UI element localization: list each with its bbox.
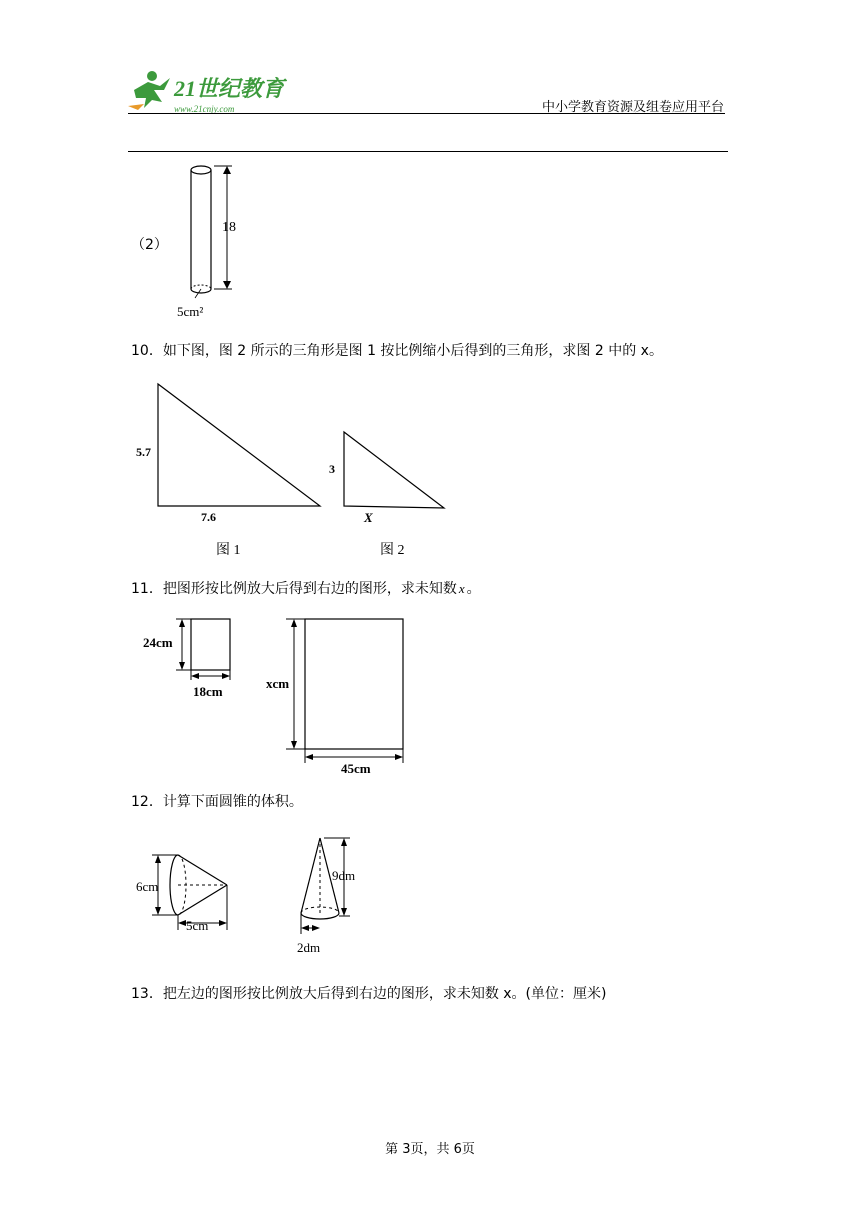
q12-figure	[134, 830, 394, 960]
q10-figure	[128, 378, 468, 562]
page-number: 第 3页，共 6页	[385, 1142, 475, 1157]
q11-text-before: 11．把图形按比例放大后得到右边的图形，求未知数	[131, 581, 457, 597]
small-width-label: 18cm	[193, 684, 223, 699]
q11-text-after: 。	[466, 581, 481, 597]
fig2-caption: 图 2	[380, 543, 405, 558]
platform-name: 中小学教育资源及组卷应用平台	[541, 100, 724, 115]
big-rectangle	[286, 619, 403, 763]
fig2-base-label: X	[364, 510, 373, 525]
q9-part2-label: （2）	[131, 237, 168, 253]
cone1-length-label: 5cm	[186, 918, 209, 933]
small-height-label: 24cm	[143, 635, 173, 650]
small-rectangle	[176, 619, 230, 680]
q10-text: 10．如下图，图 2 所示的三角形是图 1 按比例缩小后得到的三角形，求图 2 中的 x。	[131, 343, 663, 359]
cylinder	[191, 166, 211, 298]
logo	[124, 68, 294, 116]
header-divider-bottom	[128, 151, 728, 152]
big-height-label: xcm	[266, 676, 290, 691]
fig1-caption: 图 1	[216, 543, 241, 558]
fig1-height-label: 5.7	[136, 445, 151, 459]
cylinder-base-label: 5cm²	[177, 304, 204, 319]
big-width-label: 45cm	[341, 761, 371, 776]
header-divider-top	[128, 113, 725, 114]
cone1-height-label: 6cm	[136, 879, 159, 894]
triangle-fig1	[158, 384, 320, 506]
triangle-fig2	[344, 432, 444, 508]
q11-variable: x	[458, 581, 465, 596]
fig1-base-label: 7.6	[201, 510, 216, 524]
cone2-height-label: 9dm	[332, 868, 356, 883]
q11-figure	[138, 610, 418, 780]
logo-main: 21世纪教育	[174, 76, 285, 101]
q11-text	[131, 578, 481, 598]
cone-upright	[301, 838, 350, 934]
cylinder-figure	[170, 158, 270, 323]
cone2-radius-label: 2dm	[297, 940, 321, 955]
cylinder-height-label: 18	[222, 220, 236, 235]
q13-text: 13．把左边的图形按比例放大后得到右边的图形，求未知数 x。(单位：厘米)	[131, 986, 607, 1002]
runner-icon	[128, 71, 170, 110]
q12-text: 12．计算下面圆锥的体积。	[131, 794, 303, 810]
logo-url: www.21cnjy.com	[174, 104, 235, 114]
fig2-height-label: 3	[329, 462, 335, 476]
